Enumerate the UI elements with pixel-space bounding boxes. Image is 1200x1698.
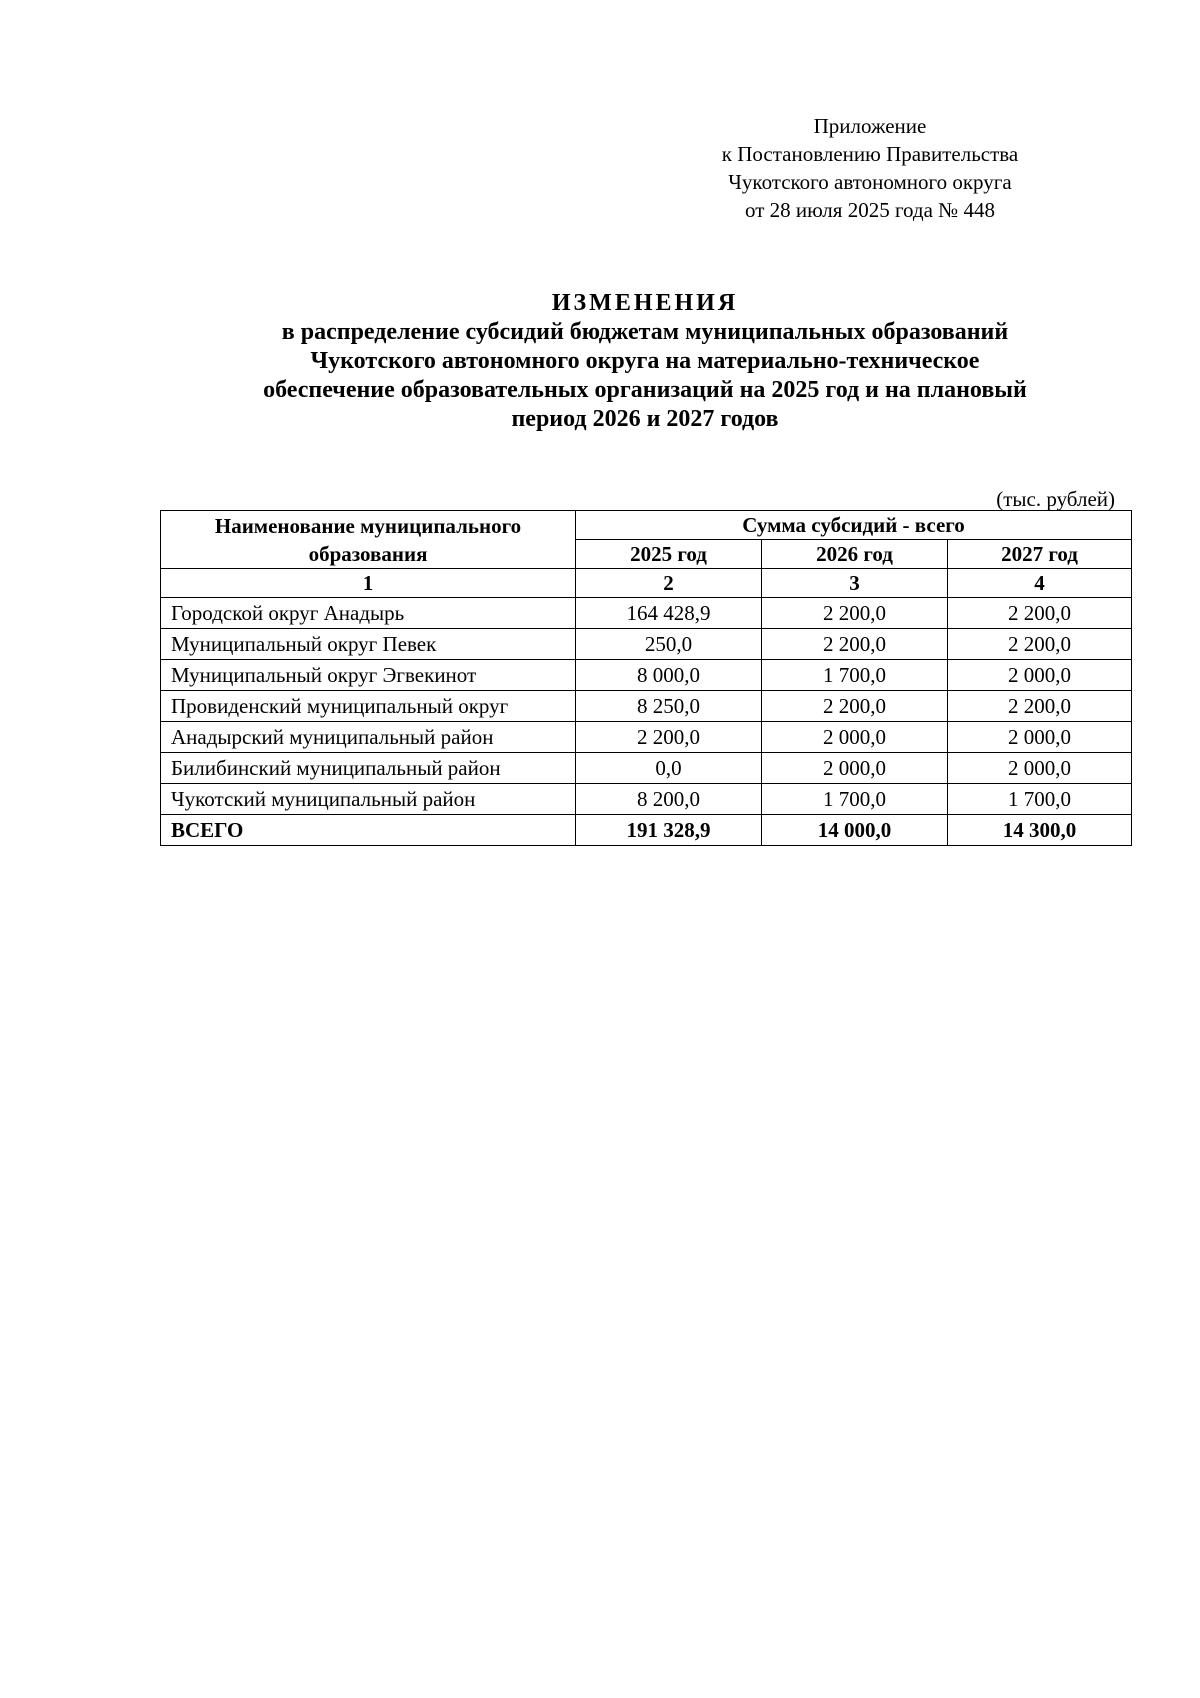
value-2026: 2 000,0 [762,722,948,753]
table-row [161,598,1132,629]
value-2025: 8 250,0 [576,691,762,722]
value-2026: 2 200,0 [762,629,948,660]
municipality-name: Провиденский муниципальный округ [161,691,576,722]
header-year-2027: 2027 год [948,540,1132,569]
column-number: 4 [948,569,1132,598]
municipality-name: Городской округ Анадырь [161,598,576,629]
municipality-name: Чукотский муниципальный район [161,784,576,815]
municipality-name: Муниципальный округ Эгвекинот [161,660,576,691]
value-2027: 1 700,0 [948,784,1132,815]
value-2025: 250,0 [576,629,762,660]
municipality-name: Билибинский муниципальный район [161,753,576,784]
document-subtitle-line-2: Чукотского автономного округа на материально-техническое [310,348,980,374]
document-subtitle-line-3: обеспечение образовательных организаций на 2025 год и на плановый [263,377,1027,403]
table-row [161,629,1132,660]
header-year-2026: 2026 год [762,540,948,569]
value-2027: 2 200,0 [948,691,1132,722]
appendix-resolution-ref: к Постановлению Правительства [721,142,1019,166]
value-2026: 2 000,0 [762,753,948,784]
total-label: ВСЕГО [161,815,576,846]
value-2026: 1 700,0 [762,660,948,691]
value-2026: 2 200,0 [762,598,948,629]
table-row [161,784,1132,815]
column-number: 2 [576,569,762,598]
appendix-label: Приложение [813,114,927,138]
total-2027: 14 300,0 [948,815,1132,846]
document-title: ИЗМЕНЕНИЯ [551,290,739,316]
value-2025: 2 200,0 [576,722,762,753]
value-2027: 2 000,0 [948,722,1132,753]
document-subtitle-line-4: период 2026 и 2027 годов [511,406,779,432]
column-numbers-row [161,569,1132,598]
value-2027: 2 200,0 [948,629,1132,660]
value-2027: 2 000,0 [948,753,1132,784]
value-2025: 0,0 [576,753,762,784]
value-2025: 164 428,9 [576,598,762,629]
table-row [161,660,1132,691]
column-number: 1 [161,569,576,598]
total-2026: 14 000,0 [762,815,948,846]
value-2027: 2 200,0 [948,598,1132,629]
appendix-date-number: от 28 июля 2025 года № 448 [745,198,995,222]
units-note: (тыс. рублей) [996,487,1115,511]
value-2027: 2 000,0 [948,660,1132,691]
appendix-block [640,112,1100,224]
appendix-region: Чукотского автономного округа [728,170,1012,194]
value-2025: 8 200,0 [576,784,762,815]
document-heading [120,288,1170,434]
total-2025: 191 328,9 [576,815,762,846]
header-year-2025: 2025 год [576,540,762,569]
value-2026: 2 200,0 [762,691,948,722]
subsidy-table [160,510,1132,846]
value-2025: 8 000,0 [576,660,762,691]
document-subtitle-line-1: в распределение субсидий бюджетам муниципальных образований [281,319,1009,345]
table-total-row [161,815,1132,846]
column-number: 3 [762,569,948,598]
table-row [161,691,1132,722]
table-row [161,753,1132,784]
header-municipality: Наименование муниципального образования [161,511,576,569]
header-subsidy-total: Сумма субсидий - всего [576,511,1132,540]
table-header-row [161,511,1132,540]
table-row [161,722,1132,753]
value-2026: 1 700,0 [762,784,948,815]
municipality-name: Анадырский муниципальный район [161,722,576,753]
municipality-name: Муниципальный округ Певек [161,629,576,660]
